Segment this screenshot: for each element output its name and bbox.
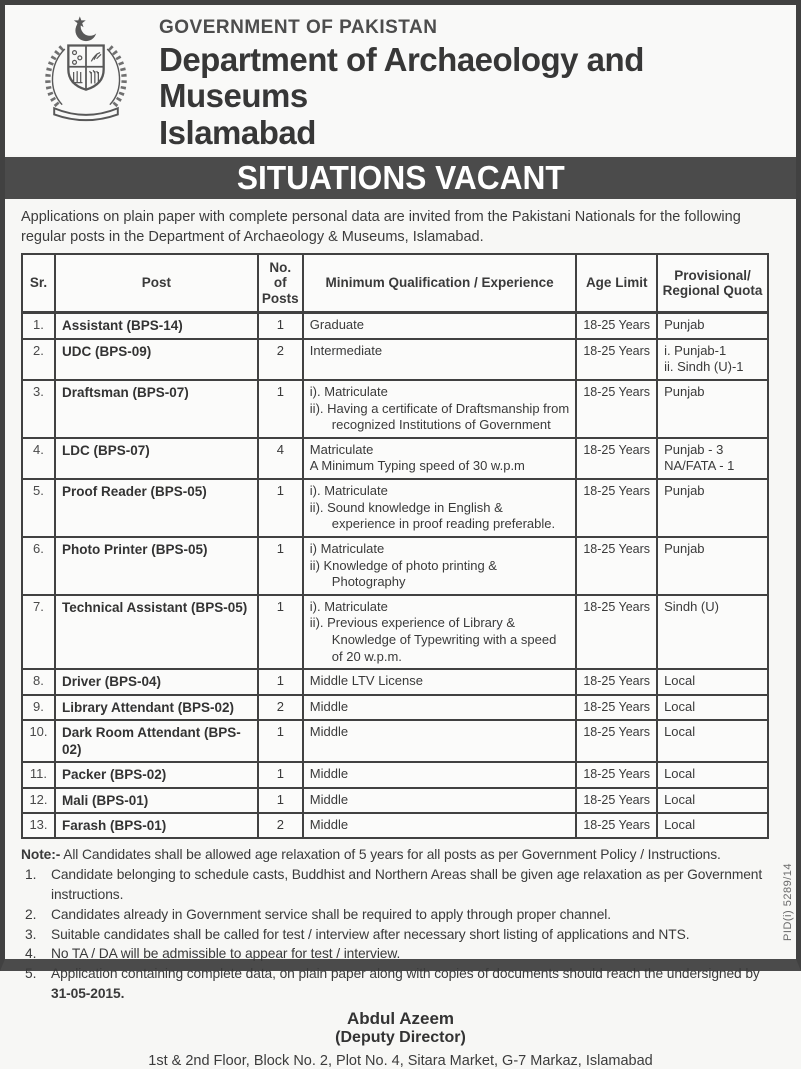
cell-sr: 8.	[22, 669, 55, 694]
cell-age: 18-25 Years	[576, 380, 657, 438]
note-body: Candidates already in Government service shall be required to apply through proper channel.	[51, 906, 611, 922]
notes-section	[21, 845, 766, 1004]
cell-posts: 1	[258, 762, 303, 787]
table-row	[22, 669, 768, 694]
header-no-of-posts: No. of Posts	[258, 254, 303, 313]
cell-quota: i. Punjab-1 ii. Sindh (U)-1	[657, 339, 768, 380]
cell-qualification: Intermediate	[303, 339, 577, 380]
cell-post: Packer (BPS-02)	[55, 762, 258, 787]
table-row	[22, 313, 768, 339]
cell-age: 18-25 Years	[576, 695, 657, 720]
table-row	[22, 720, 768, 763]
cell-post: UDC (BPS-09)	[55, 339, 258, 380]
cell-quota: Local	[657, 788, 768, 813]
office-address: 1st & 2nd Floor, Block No. 2, Plot No. 4, Sitara Market, G-7 Markaz, Islamabad	[148, 1053, 653, 1069]
table-row	[22, 788, 768, 813]
cell-age: 18-25 Years	[576, 537, 657, 595]
masthead	[5, 5, 796, 155]
vacancies-table	[21, 253, 769, 839]
table-row	[22, 695, 768, 720]
note-item	[21, 964, 766, 1004]
cell-age: 18-25 Years	[576, 479, 657, 537]
note-body: Application containing complete data, on plain paper along with copies of documents should reach the undersigned by 31-05-2015.	[51, 966, 760, 1002]
note-item	[21, 905, 766, 925]
note-label: Note:-	[21, 847, 61, 863]
intro-paragraph: Applications on plain paper with complete personal data are invited from the Pakistani Nationals for the following regular posts in the Department of Archaeology & Museums, Islamabad.	[21, 208, 741, 245]
table-row	[22, 438, 768, 479]
cell-post: Photo Printer (BPS-05)	[55, 537, 258, 595]
table-row	[22, 479, 768, 537]
pid-reference: PID(i) 5289/14	[782, 863, 794, 941]
cell-posts: 1	[258, 669, 303, 694]
cell-sr: 2.	[22, 339, 55, 380]
banner-title: SITUATIONS VACANT	[236, 158, 565, 196]
table-header-row	[22, 254, 768, 313]
header-age-limit: Age Limit	[576, 254, 657, 313]
cell-age: 18-25 Years	[576, 669, 657, 694]
header-qualification: Minimum Qualification / Experience	[303, 254, 577, 313]
signatory-name: Abdul Azeem	[346, 1009, 455, 1029]
table-row	[22, 813, 768, 838]
cell-sr: 9.	[22, 695, 55, 720]
cell-quota: Sindh (U)	[657, 595, 768, 670]
cell-qualification: Graduate	[303, 313, 577, 339]
cell-post: Dark Room Attendant (BPS-02)	[55, 720, 258, 763]
signatory-title: (Deputy Director)	[335, 1029, 466, 1047]
cell-quota: Punjab	[657, 479, 768, 537]
cell-age: 18-25 Years	[576, 788, 657, 813]
note-number: 1.	[25, 867, 37, 883]
cell-post: Mali (BPS-01)	[55, 788, 258, 813]
note-headline	[21, 845, 766, 865]
cell-qualification: Middle	[303, 762, 577, 787]
cell-age: 18-25 Years	[576, 438, 657, 479]
cell-qualification: Matriculate A Minimum Typing speed of 30 w.p.m	[303, 438, 577, 479]
cell-sr: 1.	[22, 313, 55, 339]
cell-age: 18-25 Years	[576, 339, 657, 380]
table-row	[22, 380, 768, 438]
cell-qualification: i). Matriculate ii). Having a certificate of Draftsmanship from recognized Institutions of Government	[303, 380, 577, 438]
note-text: All Candidates shall be allowed age relaxation of 5 years for all posts as per Government Policy / Instructions.	[63, 847, 721, 863]
note-number: 4.	[25, 946, 37, 962]
note-number: 5.	[25, 966, 37, 982]
cell-posts: 1	[258, 479, 303, 537]
cell-age: 18-25 Years	[576, 720, 657, 763]
cell-post: Farash (BPS-01)	[55, 813, 258, 838]
cell-posts: 1	[258, 380, 303, 438]
note-item	[21, 925, 766, 945]
cell-quota: Local	[657, 669, 768, 694]
cell-post: Library Attendant (BPS-02)	[55, 695, 258, 720]
cell-qualification: i). Matriculate ii). Sound knowledge in English & experience in proof reading preferable.	[303, 479, 577, 537]
cell-posts: 1	[258, 595, 303, 670]
table-row	[22, 537, 768, 595]
signature-block	[5, 1009, 796, 1047]
cell-posts: 2	[258, 695, 303, 720]
pakistan-state-emblem-icon	[33, 15, 139, 134]
cell-sr: 4.	[22, 438, 55, 479]
cell-quota: Punjab	[657, 537, 768, 595]
note-item	[21, 944, 766, 964]
cell-post: LDC (BPS-07)	[55, 438, 258, 479]
department-title-line2: Islamabad	[159, 113, 316, 151]
cell-qualification: i) Matriculate ii) Knowledge of photo printing & Photography	[303, 537, 577, 595]
situations-vacant-banner	[5, 157, 796, 199]
cell-posts: 2	[258, 813, 303, 838]
cell-post: Assistant (BPS-14)	[55, 313, 258, 339]
cell-qualification: Middle	[303, 813, 577, 838]
cell-sr: 7.	[22, 595, 55, 670]
cell-qualification: Middle	[303, 788, 577, 813]
cell-qualification: Middle	[303, 695, 577, 720]
department-title-line1: Department of Archaeology and Museums	[159, 41, 644, 115]
header-sr: Sr.	[22, 254, 55, 313]
masthead-titles	[159, 13, 784, 151]
cell-sr: 6.	[22, 537, 55, 595]
cell-sr: 12.	[22, 788, 55, 813]
note-number: 2.	[25, 906, 37, 922]
cell-quota: Punjab - 3 NA/FATA - 1	[657, 438, 768, 479]
cell-age: 18-25 Years	[576, 313, 657, 339]
cell-sr: 10.	[22, 720, 55, 763]
cell-sr: 11.	[22, 762, 55, 787]
cell-quota: Punjab	[657, 380, 768, 438]
header-post: Post	[55, 254, 258, 313]
cell-post: Draftsman (BPS-07)	[55, 380, 258, 438]
cell-posts: 4	[258, 438, 303, 479]
cell-quota: Local	[657, 695, 768, 720]
note-number: 3.	[25, 926, 37, 942]
cell-post: Proof Reader (BPS-05)	[55, 479, 258, 537]
cell-age: 18-25 Years	[576, 762, 657, 787]
cell-sr: 13.	[22, 813, 55, 838]
cell-sr: 3.	[22, 380, 55, 438]
note-item	[21, 865, 766, 905]
header-quota: Provisional/ Regional Quota	[657, 254, 768, 313]
cell-age: 18-25 Years	[576, 813, 657, 838]
table-row	[22, 595, 768, 670]
cell-qualification: Middle	[303, 720, 577, 763]
cell-sr: 5.	[22, 479, 55, 537]
note-body: Candidate belonging to schedule casts, Buddhist and Northern Areas shall be given age relaxation as per Government instructions.	[51, 867, 763, 902]
cell-quota: Local	[657, 762, 768, 787]
cell-posts: 1	[258, 313, 303, 339]
cell-qualification: i). Matriculate ii). Previous experience of Library & Knowledge of Typewriting with a speed of 20 w.p.m.	[303, 595, 577, 670]
cell-quota: Punjab	[657, 313, 768, 339]
cell-qualification: Middle LTV License	[303, 669, 577, 694]
cell-posts: 2	[258, 339, 303, 380]
table-row	[22, 339, 768, 380]
cell-posts: 1	[258, 720, 303, 763]
note-body: No TA / DA will be admissible to appear for test / interview.	[51, 946, 401, 962]
cell-quota: Local	[657, 720, 768, 763]
cell-posts: 1	[258, 788, 303, 813]
cell-age: 18-25 Years	[576, 595, 657, 670]
cell-posts: 1	[258, 537, 303, 595]
table-row	[22, 762, 768, 787]
cell-quota: Local	[657, 813, 768, 838]
cell-post: Technical Assistant (BPS-05)	[55, 595, 258, 670]
cell-post: Driver (BPS-04)	[55, 669, 258, 694]
note-body: Suitable candidates shall be called for test / interview after necessary short listing of applications and NTS.	[51, 926, 690, 942]
government-line: GOVERNMENT OF PAKISTAN	[159, 17, 438, 38]
